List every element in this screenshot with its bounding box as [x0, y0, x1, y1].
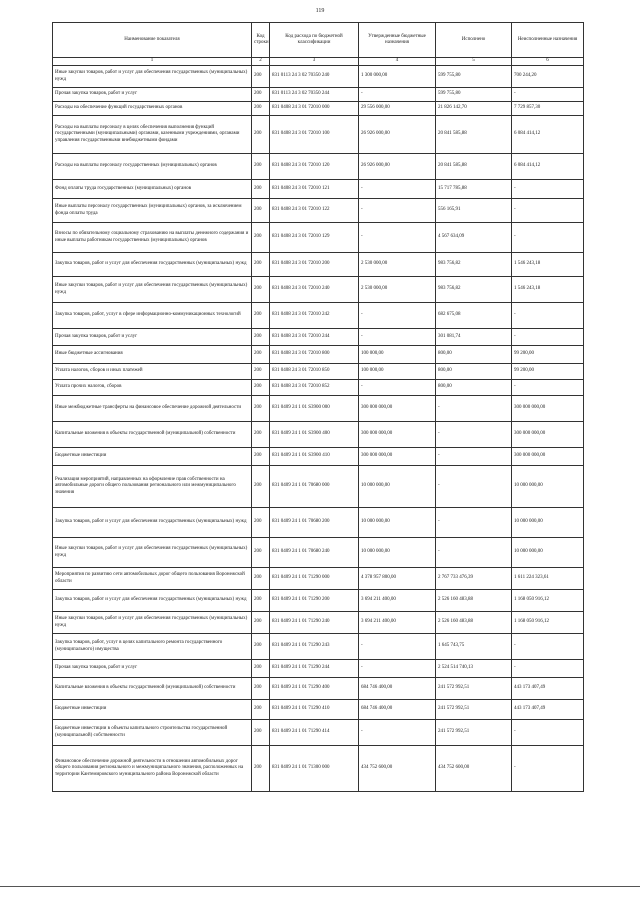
row-executed: 800,00 [436, 364, 512, 380]
row-line-code: 200 [252, 277, 270, 303]
header-line-code: Код строки [252, 23, 270, 58]
row-name: Закупка товаров, работ и услуг для обеспечения государственных (муниципальных) нужд [53, 590, 252, 612]
row-approved: 29 556 000,00 [359, 102, 436, 116]
row-line-code: 200 [252, 568, 270, 590]
row-line-code: 200 [252, 329, 270, 346]
row-name: Иные закупки товаров, работ и услуг для обеспечения государственных (муниципальных) нужд [53, 277, 252, 303]
row-executed: 20 841 585,88 [436, 116, 512, 154]
row-line-code: 200 [252, 660, 270, 678]
row-unexecuted: 10 000 000,00 [512, 466, 584, 508]
row-unexecuted: 443 173 407,49 [512, 700, 584, 720]
row-line-code: 200 [252, 180, 270, 199]
row-unexecuted: 6 084 414,12 [512, 154, 584, 180]
row-expense-code: 831 0408 24 3 01 72010 120 [270, 154, 359, 180]
row-name: Взносы по обязательному социальному страхованию на выплаты денежного содержания и иные выплаты работникам государственных (муниципальных) органов [53, 223, 252, 253]
row-approved: 300 000 000,00 [359, 422, 436, 448]
row-expense-code: 831 0409 24 1 01 71300 000 [270, 746, 359, 792]
row-approved: - [359, 88, 436, 102]
row-expense-code: 831 0408 24 3 01 72010 000 [270, 102, 359, 116]
row-approved: 3 694 211 400,00 [359, 590, 436, 612]
row-approved: 10 000 000,00 [359, 508, 436, 538]
row-expense-code: 831 0409 24 1 01 71290 000 [270, 568, 359, 590]
row-line-code: 200 [252, 720, 270, 746]
row-name: Расходы на обеспечение функций государственных органов [53, 102, 252, 116]
row-unexecuted: 1 168 050 916,12 [512, 612, 584, 634]
row-approved: - [359, 380, 436, 396]
table-row [53, 396, 584, 422]
row-unexecuted: - [512, 720, 584, 746]
table-row [53, 88, 584, 102]
row-name: Закупка товаров, работ и услуг для обеспечения государственных (муниципальных) нужд [53, 508, 252, 538]
table-row [53, 746, 584, 792]
row-line-code: 200 [252, 746, 270, 792]
row-executed: - [436, 396, 512, 422]
row-name: Уплата прочих налогов, сборов [53, 380, 252, 396]
row-expense-code: 831 0409 24 1 01 71290 243 [270, 634, 359, 660]
row-expense-code: 831 0113 24 3 02 70350 244 [270, 88, 359, 102]
row-executed: 2 526 160 483,88 [436, 612, 512, 634]
row-executed: 556 165,91 [436, 199, 512, 223]
row-unexecuted: 1 611 224 323,61 [512, 568, 584, 590]
column-number: 4 [359, 58, 436, 66]
row-unexecuted: 300 000 000,00 [512, 396, 584, 422]
column-number: 5 [436, 58, 512, 66]
page-number: 119 [315, 8, 325, 14]
row-executed: 2 524 514 740,13 [436, 660, 512, 678]
row-name: Закупка товаров, работ, услуг в целях капитального ремонта государственного (муниципального) имущества [53, 634, 252, 660]
row-executed: 983 756,82 [436, 253, 512, 277]
row-executed: - [436, 508, 512, 538]
row-unexecuted: 1 168 050 916,12 [512, 590, 584, 612]
row-name: Прочая закупка товаров, работ и услуг [53, 88, 252, 102]
row-line-code: 200 [252, 396, 270, 422]
row-line-code: 200 [252, 700, 270, 720]
row-name: Прочая закупка товаров, работ и услуг [53, 329, 252, 346]
row-executed: - [436, 448, 512, 466]
row-line-code: 200 [252, 508, 270, 538]
row-unexecuted: - [512, 746, 584, 792]
row-unexecuted: - [512, 660, 584, 678]
row-executed: - [436, 466, 512, 508]
row-executed: 4 567 634,09 [436, 223, 512, 253]
row-expense-code: 831 0409 24 1 01 70680 240 [270, 538, 359, 568]
row-unexecuted: 99 200,00 [512, 364, 584, 380]
row-line-code: 200 [252, 590, 270, 612]
row-name: Финансовое обеспечение дорожной деятельности в отношении автомобильных дорог общего пользования регионального и межмуниципального значения, расположенных на территории Кантемировского муниципального района Воронежской области [53, 746, 252, 792]
row-name: Расходы на выплаты персоналу государственных (муниципальных) органов [53, 154, 252, 180]
row-executed: - [436, 538, 512, 568]
row-expense-code: 831 0408 24 3 01 72010 240 [270, 277, 359, 303]
row-line-code: 200 [252, 466, 270, 508]
row-expense-code: 831 0408 24 3 01 72010 129 [270, 223, 359, 253]
row-approved: - [359, 303, 436, 329]
row-name: Фонд оплаты труда государственных (муниципальных) органов [53, 180, 252, 199]
row-line-code: 200 [252, 223, 270, 253]
row-name: Мероприятия по развитию сети автомобильных дорог общего пользования Воронежской области [53, 568, 252, 590]
row-unexecuted: 10 000 000,00 [512, 508, 584, 538]
row-unexecuted: - [512, 380, 584, 396]
row-expense-code: 831 0408 24 3 01 72010 122 [270, 199, 359, 223]
row-unexecuted: - [512, 303, 584, 329]
row-expense-code: 831 0409 24 1 01 70680 000 [270, 466, 359, 508]
row-line-code: 200 [252, 116, 270, 154]
row-approved: 26 926 000,00 [359, 116, 436, 154]
table-row [53, 538, 584, 568]
row-approved: 10 000 000,00 [359, 538, 436, 568]
row-name: Иные бюджетные ассигнования [53, 346, 252, 364]
row-expense-code: 831 0408 24 3 01 72010 121 [270, 180, 359, 199]
row-approved: 3 694 211 400,00 [359, 612, 436, 634]
row-approved: 26 926 000,00 [359, 154, 436, 180]
row-expense-code: 831 0408 24 3 01 72010 850 [270, 364, 359, 380]
row-name: Иные выплаты персоналу государственных (муниципальных) органов, за исключением фонда оплаты труда [53, 199, 252, 223]
row-approved: - [359, 180, 436, 199]
row-expense-code: 831 0409 24 1 01 S3900 410 [270, 448, 359, 466]
row-name: Иные закупки товаров, работ и услуг для обеспечения государственных (муниципальных) нужд [53, 66, 252, 88]
row-name: Уплата налогов, сборов и иных платежей [53, 364, 252, 380]
row-line-code: 200 [252, 102, 270, 116]
row-executed: 241 572 992,51 [436, 720, 512, 746]
table-row [53, 303, 584, 329]
table-row [53, 329, 584, 346]
row-name: Бюджетные инвестиции в объекты капитального строительства государственной (муниципальной) собственности [53, 720, 252, 746]
row-name: Иные закупки товаров, работ и услуг для обеспечения государственных (муниципальных) нужд [53, 538, 252, 568]
budget-execution-table [52, 22, 584, 792]
row-approved: 2 530 000,00 [359, 277, 436, 303]
row-approved: 10 000 000,00 [359, 466, 436, 508]
row-expense-code: 831 0409 24 1 01 71290 200 [270, 590, 359, 612]
table-row [53, 422, 584, 448]
row-unexecuted: - [512, 634, 584, 660]
row-approved: - [359, 199, 436, 223]
table-row [53, 380, 584, 396]
row-expense-code: 831 0408 24 3 01 72010 100 [270, 116, 359, 154]
row-executed: 20 841 585,88 [436, 154, 512, 180]
column-number: 1 [53, 58, 252, 66]
row-approved: - [359, 223, 436, 253]
row-approved: 2 530 000,00 [359, 253, 436, 277]
header-unexecuted: Неисполненные назначения [512, 23, 584, 58]
row-approved: 100 000,00 [359, 364, 436, 380]
row-approved: 300 000 000,00 [359, 396, 436, 422]
row-line-code: 200 [252, 199, 270, 223]
row-line-code: 200 [252, 380, 270, 396]
table-row [53, 277, 584, 303]
row-unexecuted: 1 546 243,18 [512, 253, 584, 277]
header-name: Наименование показателя [53, 23, 252, 58]
row-expense-code: 831 0409 24 1 01 71290 240 [270, 612, 359, 634]
column-number-row [53, 58, 584, 66]
table-row [53, 116, 584, 154]
row-unexecuted: 7 729 857,30 [512, 102, 584, 116]
row-executed: 2 767 733 476,39 [436, 568, 512, 590]
row-line-code: 200 [252, 303, 270, 329]
row-expense-code: 831 0408 24 3 01 72010 200 [270, 253, 359, 277]
table-row [53, 154, 584, 180]
table-row [53, 720, 584, 746]
table-body [53, 66, 584, 792]
column-number: 2 [252, 58, 270, 66]
row-unexecuted: - [512, 180, 584, 199]
row-expense-code: 831 0409 24 1 01 70680 200 [270, 508, 359, 538]
row-approved: - [359, 720, 436, 746]
row-unexecuted: - [512, 223, 584, 253]
column-number: 3 [270, 58, 359, 66]
row-executed: 599 755,80 [436, 88, 512, 102]
row-name: Иные межбюджетные трансферты на финансовое обеспечение дорожной деятельности [53, 396, 252, 422]
row-expense-code: 831 0409 24 1 01 71290 244 [270, 660, 359, 678]
row-name: Прочая закупка товаров, работ и услуг [53, 660, 252, 678]
row-line-code: 200 [252, 422, 270, 448]
row-name: Закупка товаров, работ, услуг в сфере информационно-коммуникационных технологий [53, 303, 252, 329]
row-expense-code: 831 0408 24 3 01 72010 800 [270, 346, 359, 364]
row-line-code: 200 [252, 612, 270, 634]
row-line-code: 200 [252, 66, 270, 88]
row-unexecuted: - [512, 88, 584, 102]
row-name: Реализация мероприятий, направленных на оформление прав собственности на автомобильные дороги общего пользования регионального или межмуниципального значения [53, 466, 252, 508]
column-number: 6 [512, 58, 584, 66]
row-approved: 100 000,00 [359, 346, 436, 364]
row-approved: - [359, 329, 436, 346]
row-expense-code: 831 0409 24 1 01 71290 400 [270, 678, 359, 700]
table-row [53, 66, 584, 88]
header-expense-code: Код расхода по бюджетной классификации [270, 23, 359, 58]
table-row [53, 568, 584, 590]
table-row [53, 634, 584, 660]
table-row [53, 612, 584, 634]
row-unexecuted: 300 000 000,00 [512, 422, 584, 448]
row-expense-code: 831 0409 24 1 01 71290 414 [270, 720, 359, 746]
row-line-code: 200 [252, 538, 270, 568]
row-executed: 599 755,80 [436, 66, 512, 88]
table-row [53, 253, 584, 277]
row-executed: 21 826 142,70 [436, 102, 512, 116]
row-executed: 800,00 [436, 380, 512, 396]
row-executed: 2 526 160 483,88 [436, 590, 512, 612]
row-expense-code: 831 0409 24 1 01 71290 410 [270, 700, 359, 720]
table-row [53, 448, 584, 466]
row-expense-code: 831 0409 24 1 01 S3900 400 [270, 422, 359, 448]
row-name: Закупка товаров, работ и услуг для обеспечения государственных (муниципальных) нужд [53, 253, 252, 277]
table-row [53, 466, 584, 508]
row-unexecuted: 300 000 000,00 [512, 448, 584, 466]
row-line-code: 200 [252, 346, 270, 364]
row-executed: 800,00 [436, 346, 512, 364]
table-row [53, 678, 584, 700]
row-approved: 684 746 400,00 [359, 678, 436, 700]
row-name: Капитальные вложения в объекты государственной (муниципальной) собственности [53, 678, 252, 700]
table-row [53, 508, 584, 538]
row-executed: 434 752 600,00 [436, 746, 512, 792]
row-name: Бюджетные инвестиции [53, 448, 252, 466]
row-approved: 4 378 957 800,00 [359, 568, 436, 590]
row-unexecuted: - [512, 199, 584, 223]
row-expense-code: 831 0408 24 3 01 72010 242 [270, 303, 359, 329]
row-line-code: 200 [252, 634, 270, 660]
table-row [53, 590, 584, 612]
row-unexecuted: 10 000 000,00 [512, 538, 584, 568]
row-unexecuted: 1 546 243,18 [512, 277, 584, 303]
table-row [53, 223, 584, 253]
row-approved: 684 746 400,00 [359, 700, 436, 720]
row-name: Капитальные вложения в объекты государственной (муниципальной) собственности [53, 422, 252, 448]
row-expense-code: 831 0113 24 3 02 70350 240 [270, 66, 359, 88]
row-line-code: 200 [252, 678, 270, 700]
row-line-code: 200 [252, 253, 270, 277]
row-approved: 434 752 600,00 [359, 746, 436, 792]
row-executed: - [436, 422, 512, 448]
table-row [53, 346, 584, 364]
row-approved: 300 000 000,00 [359, 448, 436, 466]
row-expense-code: 831 0408 24 3 01 72010 244 [270, 329, 359, 346]
row-executed: 15 717 785,88 [436, 180, 512, 199]
table-row [53, 364, 584, 380]
row-executed: 301 081,74 [436, 329, 512, 346]
row-approved: - [359, 634, 436, 660]
header-executed: Исполнено [436, 23, 512, 58]
header-approved: Утвержденные бюджетные назначения [359, 23, 436, 58]
row-approved: 1 300 000,00 [359, 66, 436, 88]
row-expense-code: 831 0408 24 3 01 72010 852 [270, 380, 359, 396]
row-executed: 682 675,08 [436, 303, 512, 329]
row-line-code: 200 [252, 448, 270, 466]
row-unexecuted: 99 200,00 [512, 346, 584, 364]
table-row [53, 700, 584, 720]
row-name: Бюджетные инвестиции [53, 700, 252, 720]
row-line-code: 200 [252, 88, 270, 102]
row-unexecuted: - [512, 329, 584, 346]
row-executed: 1 645 743,75 [436, 634, 512, 660]
row-name: Иные закупки товаров, работ и услуг для обеспечения государственных (муниципальных) нужд [53, 612, 252, 634]
row-unexecuted: 700 244,20 [512, 66, 584, 88]
table-row [53, 180, 584, 199]
row-executed: 241 572 992,51 [436, 700, 512, 720]
table-row [53, 102, 584, 116]
table-row [53, 199, 584, 223]
row-name: Расходы на выплаты персоналу в целях обеспечения выполнения функций государственными (муниципальными) органами, казенными учреждениями, органами управления государственными внебюджетными фондами [53, 116, 252, 154]
row-approved: - [359, 660, 436, 678]
page-bottom-rule [0, 886, 640, 887]
table-row [53, 660, 584, 678]
row-executed: 241 572 992,51 [436, 678, 512, 700]
table-header-row [53, 23, 584, 58]
row-line-code: 200 [252, 364, 270, 380]
row-expense-code: 831 0409 24 1 01 S3900 000 [270, 396, 359, 422]
row-executed: 983 756,82 [436, 277, 512, 303]
row-unexecuted: 443 173 407,49 [512, 678, 584, 700]
row-line-code: 200 [252, 154, 270, 180]
row-unexecuted: 6 084 414,12 [512, 116, 584, 154]
